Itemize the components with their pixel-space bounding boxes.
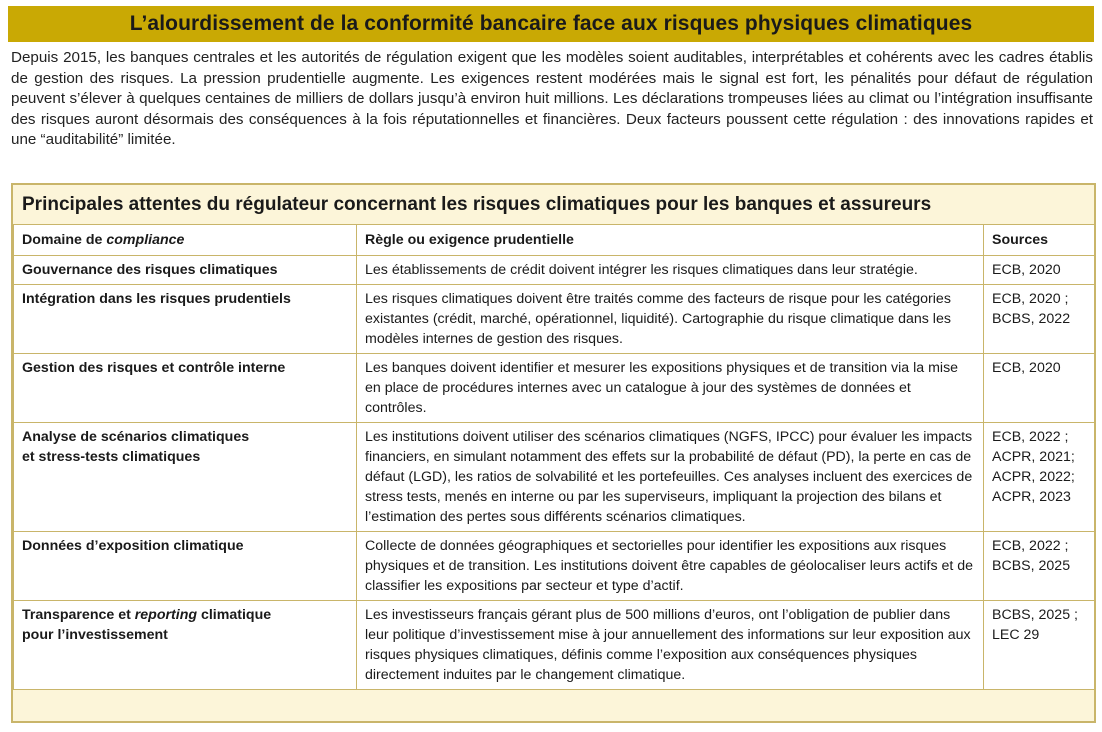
intro-paragraph: Depuis 2015, les banques centrales et les autorités de régulation exigent que les modèles soient auditables, interprétables et cohérents avec les cadres établis de gestion des risques. La pression prudentielle augmente. Les exigences restent modérées mais le signal est fort, les pénalités pour défaut de régulation peuvent s’élever à quelques centaines de milliers de dollars jusqu’à environ huit millions. Les déclarations trompeuses liées au climat ou l’intégration insuffisante des risques auront désormais des conséquences à la fois réputationnelles et financières. Deux facteurs poussent cette régulation : des innovations rapides et une “auditabilité” limitée. bbox=[11, 49, 1093, 149]
row-domain: Données d’exposition climatique bbox=[14, 532, 357, 601]
source-line: ECB, 2020 bbox=[992, 262, 1061, 278]
source-line: ACPR, 2022; bbox=[992, 469, 1075, 485]
header-rule: Règle ou exigence prudentielle bbox=[357, 225, 984, 256]
table-row bbox=[14, 423, 1095, 532]
row-rule: Collecte de données géographiques et sectorielles pour identifier les expositions aux risques physiques et de transition. Les institutions doivent être capables de géolocaliser leurs actifs et de classifier les expositions par secteur et type d’actif. bbox=[357, 532, 984, 601]
table-row bbox=[14, 601, 1095, 690]
row-rule: Les risques climatiques doivent être traités comme des facteurs de risque pour les catégories existantes (crédit, marché, opérationnel, liquidité). Cartographie du risque climatique dans les modèles internes de gestion des risques. bbox=[357, 285, 984, 354]
expectations-table bbox=[13, 224, 1095, 690]
table-row bbox=[14, 354, 1095, 423]
domain-part: climatique bbox=[197, 607, 272, 623]
row-domain: Intégration dans les risques prudentiels bbox=[14, 285, 357, 354]
source-line: ECB, 2022 ; bbox=[992, 429, 1069, 445]
row-domain: Gouvernance des risques climatiques bbox=[14, 256, 357, 285]
row-domain bbox=[14, 601, 357, 690]
domain-part: Transparence et bbox=[22, 607, 135, 623]
header-domain bbox=[14, 225, 357, 256]
title-bar bbox=[8, 6, 1094, 42]
source-line: BCBS, 2025 bbox=[992, 558, 1071, 574]
row-sources bbox=[984, 532, 1095, 601]
table-row bbox=[14, 532, 1095, 601]
domain-line: pour l’investissement bbox=[22, 627, 168, 643]
row-rule: Les banques doivent identifier et mesurer les expositions physiques et de transition via la mise en place de procédures internes avec un catalogue à jour des systèmes de données et contrôles. bbox=[357, 354, 984, 423]
domain-part-italic: reporting bbox=[134, 607, 198, 623]
domain-line bbox=[22, 605, 348, 625]
header-domain-italic: compliance bbox=[106, 232, 185, 248]
header-domain-prefix: Domaine de bbox=[22, 232, 107, 248]
source-line: ECB, 2020 ; bbox=[992, 291, 1069, 307]
source-line: LEC 29 bbox=[992, 627, 1040, 643]
regulator-expectations-box bbox=[11, 183, 1096, 723]
source-line: BCBS, 2022 bbox=[992, 311, 1071, 327]
page-title: L’alourdissement de la conformité bancaire face aux risques physiques climatiques bbox=[129, 12, 973, 35]
source-line: ACPR, 2021; bbox=[992, 449, 1075, 465]
row-rule: Les investisseurs français gérant plus de 500 millions d’euros, ont l’obligation de publier dans leur politique d’investissement mise à jour annuellement des informations sur leur exposition aux risques physiques climatiques, définis comme l’exposition aux conséquences physiques directement induites par le changement climatique. bbox=[357, 601, 984, 690]
source-line: BCBS, 2025 ; bbox=[992, 607, 1078, 623]
row-sources bbox=[984, 601, 1095, 690]
row-rule: Les institutions doivent utiliser des scénarios climatiques (NGFS, IPCC) pour évaluer les impacts financiers, en simulant notamment des effets sur la probabilité de défaut (PD), la perte en cas de défaut (LGD), les ratios de solvabilité et les portefeuilles. Ces analyses incluent des exercices de stress tests, menés en interne ou par les superviseurs, impliquant la projection des bilans et l’estimation des pertes sous différents scénarios climatiques. bbox=[357, 423, 984, 532]
header-sources: Sources bbox=[984, 225, 1095, 256]
table-header-row bbox=[14, 225, 1095, 256]
source-line: ACPR, 2023 bbox=[992, 489, 1071, 505]
row-sources bbox=[984, 423, 1095, 532]
row-sources bbox=[984, 256, 1095, 285]
row-rule: Les établissements de crédit doivent intégrer les risques climatiques dans leur stratégie. bbox=[357, 256, 984, 285]
table-row bbox=[14, 285, 1095, 354]
row-domain bbox=[14, 423, 357, 532]
source-line: ECB, 2020 bbox=[992, 360, 1061, 376]
row-sources bbox=[984, 354, 1095, 423]
source-line: ECB, 2022 ; bbox=[992, 538, 1069, 554]
table-title: Principales attentes du régulateur concernant les risques climatiques pour les banques et assureurs bbox=[22, 194, 932, 215]
row-sources bbox=[984, 285, 1095, 354]
domain-line: Analyse de scénarios climatiques bbox=[22, 429, 250, 445]
table-row bbox=[14, 256, 1095, 285]
domain-line: et stress-tests climatiques bbox=[22, 449, 201, 465]
row-domain: Gestion des risques et contrôle interne bbox=[14, 354, 357, 423]
